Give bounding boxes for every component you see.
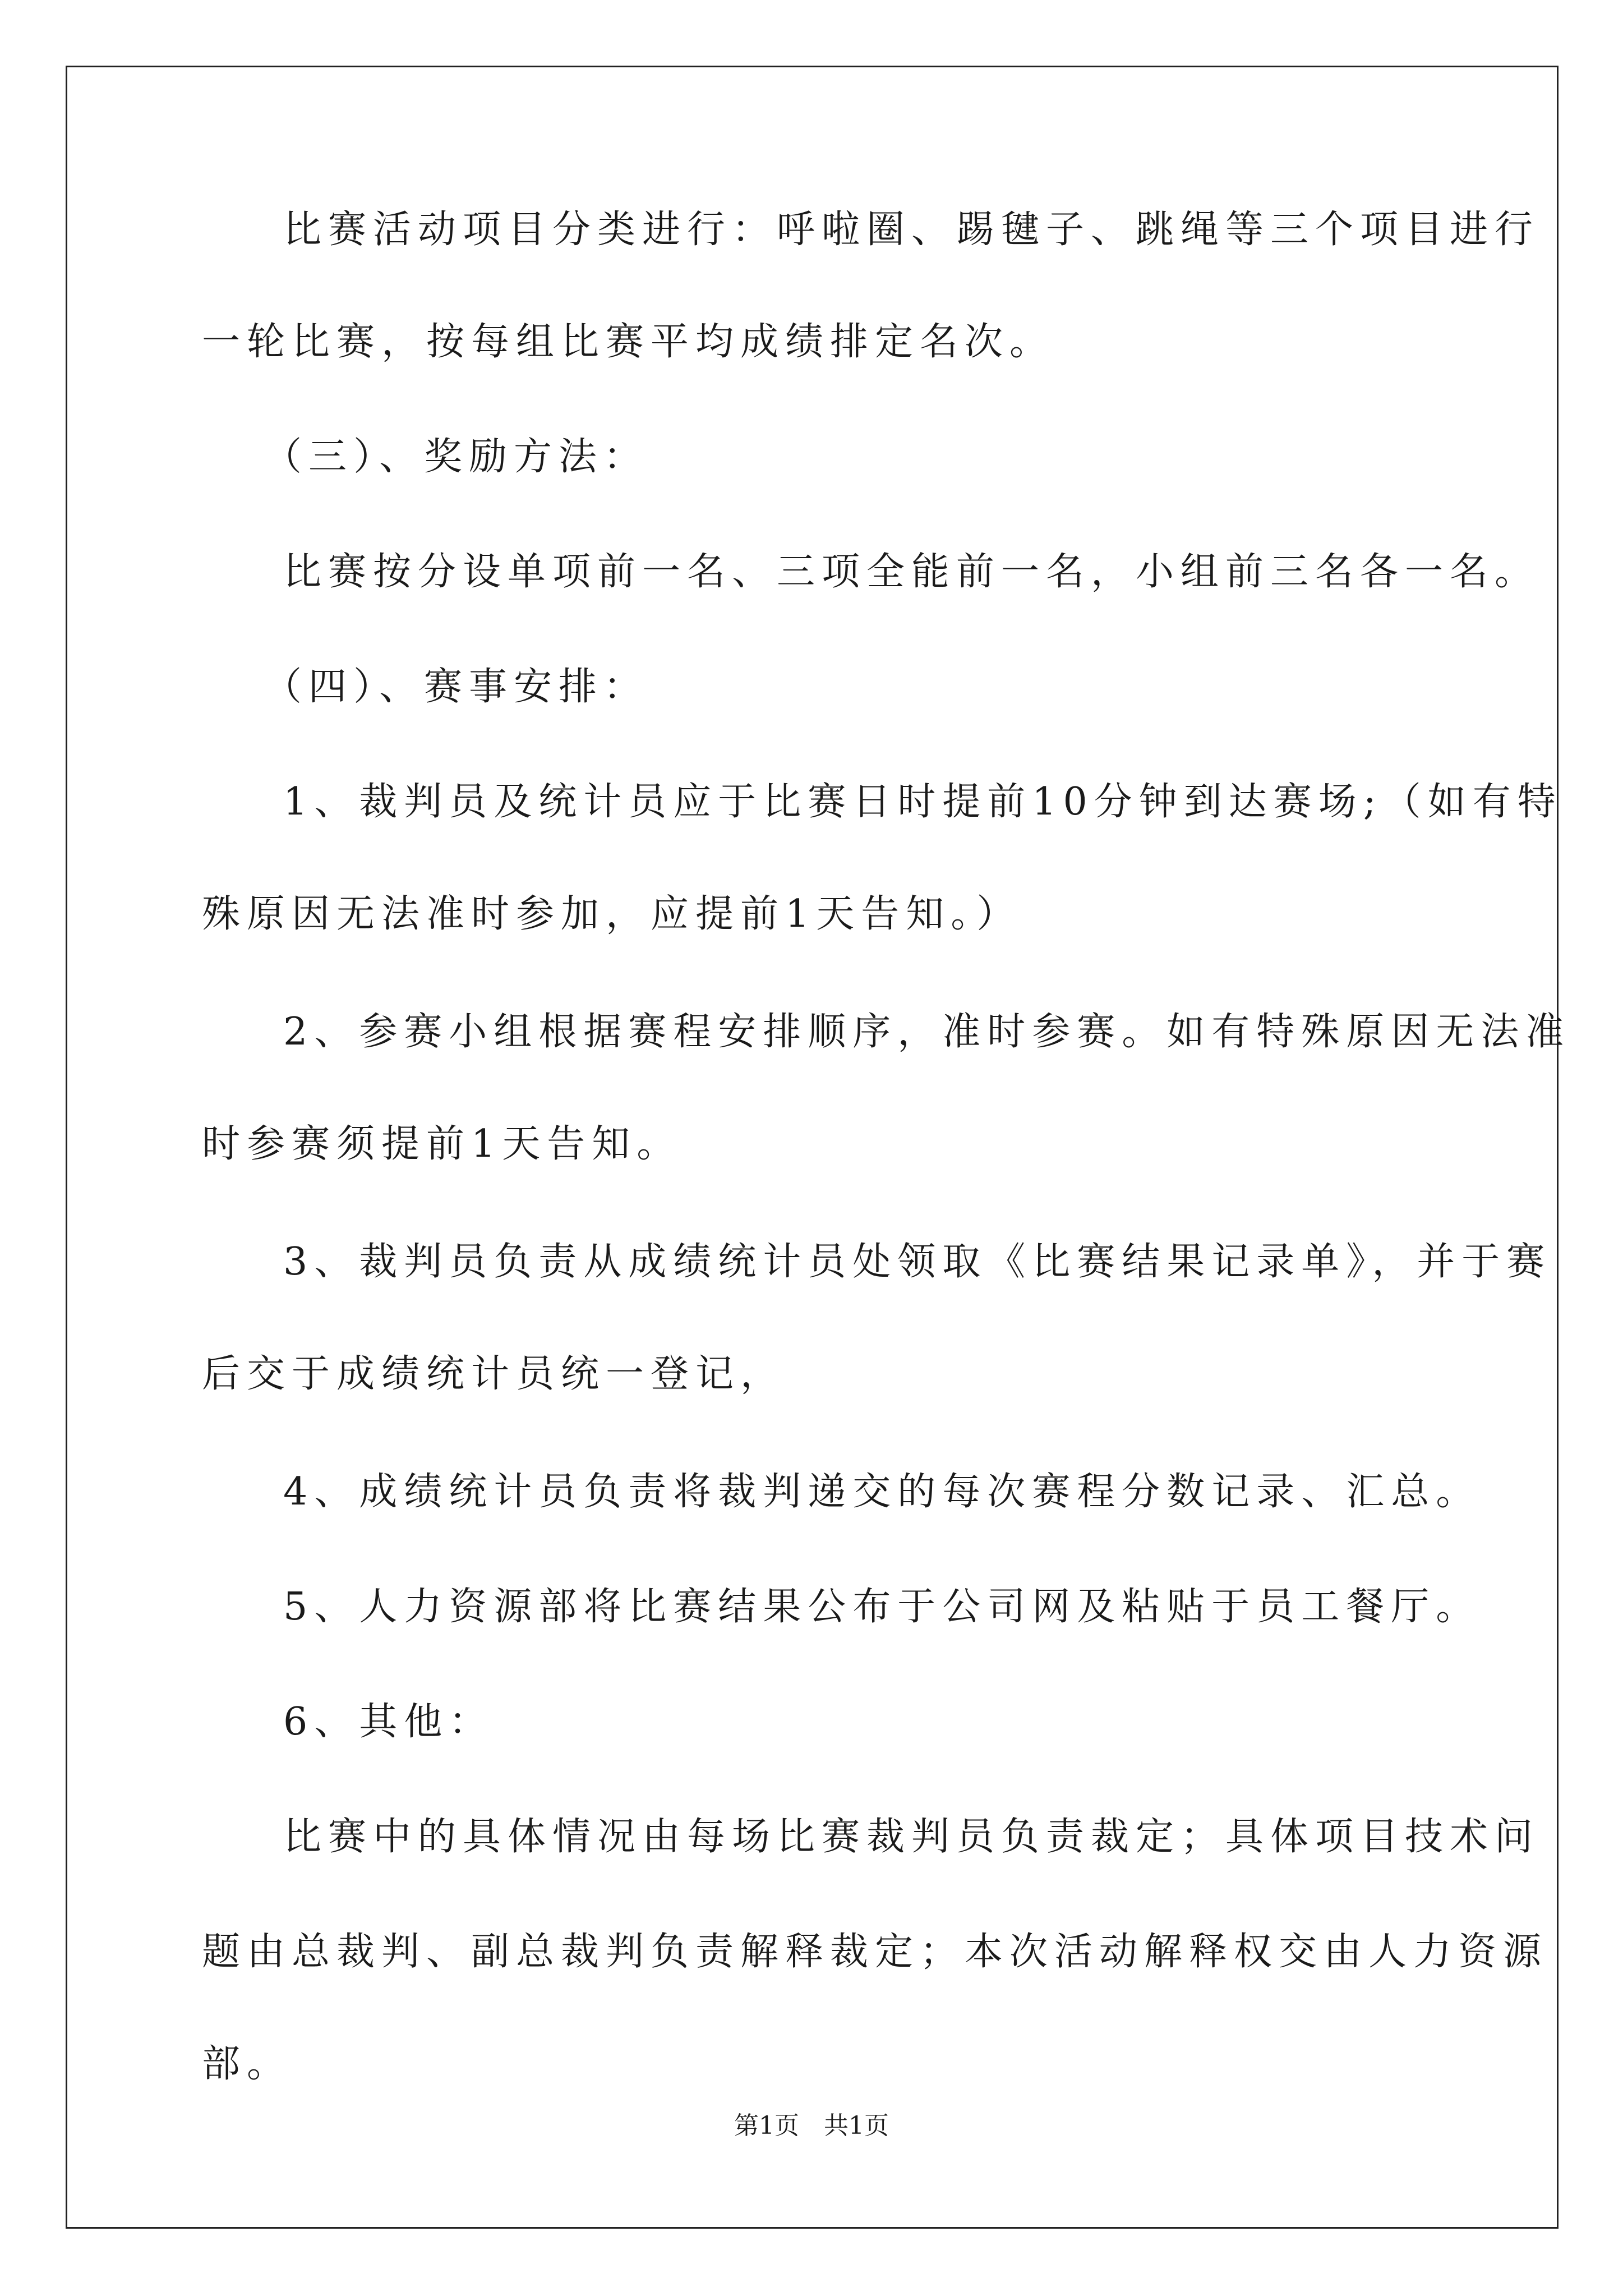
paragraph-line: 殊原因无法准时参加，应提前1天告知。） <box>202 892 1022 936</box>
paragraph-line: 1、裁判员及统计员应于比赛日时提前10分钟到达赛场;（如有特 <box>283 780 1562 824</box>
section-heading: （四）、赛事安排： <box>264 665 649 709</box>
section-heading: （三）、奖励方法： <box>264 435 649 479</box>
paragraph-line: 题由总裁判、副总裁判负责解释裁定；本次活动解释权交由人力资源 <box>202 1930 1548 1974</box>
paragraph-line: 时参赛须提前1天告知。 <box>202 1122 682 1166</box>
paragraph-line: 5、人力资源部将比赛结果公布于公司网及粘贴于员工餐厅。 <box>283 1585 1481 1629</box>
paragraph-line: 2、参赛小组根据赛程安排顺序，准时参赛。如有特殊原因无法准 <box>283 1010 1571 1054</box>
paragraph-line: 6、其他： <box>283 1700 494 1744</box>
paragraph-line: 比赛中的具体情况由每场比赛裁判员负责裁定；具体项目技术问 <box>283 1815 1540 1859</box>
paragraph-line: 比赛活动项目分类进行：呼啦圈、踢毽子、跳绳等三个项目进行 <box>283 208 1540 252</box>
paragraph-line: 比赛按分设单项前一名、三项全能前一名，小组前三名各一名。 <box>283 550 1540 594</box>
paragraph-line: 4、成绩统计员负责将裁判递交的每次赛程分数记录、汇总。 <box>283 1470 1481 1514</box>
page-number: 第1页 共1页 <box>734 2111 889 2140</box>
paragraph-line: 一轮比赛，按每组比赛平均成绩排定名次。 <box>202 320 1055 364</box>
paragraph-line: 后交于成绩统计员统一登记， <box>202 1352 786 1396</box>
paragraph-line: 3、裁判员负责从成绩统计员处领取《比赛结果记录单》，并于赛 <box>283 1240 1552 1284</box>
paragraph-line: 部。 <box>202 2042 292 2086</box>
